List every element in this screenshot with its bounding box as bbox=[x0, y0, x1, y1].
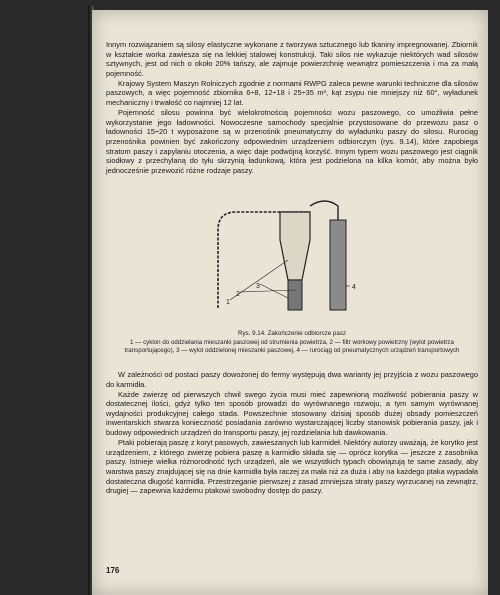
paragraph: Pojemność silosu powinna być wielokrotnością pojemności wozu paszowego, co umożliwia pełne wykorzystanie jego ładowności. Nowoczesne samochody specjalnie przystosowane do przewozu pasz o ładowności 15÷20 t wyposażone są w przenośnik pneumatyczny do wyładunku paszy do silosu. Rurociąg przenośnika powinien być zakończony odpowiednim urządzeniem odbiorczym (rys. 9.14), które zapobiega stratom paszy i zapylaniu otoczenia, a więc daje podwójną korzyść. Innym typem wozu paszowego jest ciągnik siodłowy z przechylaną do tyłu skrzynią ładunkową, która jest podzielona na kilka komór, aby można było jednocześnie przewozić różne rodzaje paszy. bbox=[106, 108, 478, 175]
page-number: 176 bbox=[106, 566, 120, 575]
body-text-bottom bbox=[106, 370, 478, 496]
caption-text: 1 — cyklon do oddzielania mieszanki paszowej od strumienia powietrza, 2 — filtr workowy powietrzny (wylot powietrza transportującego), 3 — wylot oddzielonej mieszanki paszowej, 4 — rurociąg od pneumatycznych urządzeń transportowych bbox=[124, 339, 460, 355]
figure-label-1: 1 bbox=[226, 299, 230, 306]
outlet-feed-shape bbox=[288, 280, 302, 310]
figure-label-2: 2 bbox=[236, 291, 240, 298]
caption-title: Rys. 9.14. Zakończenie odbiorcze pasz bbox=[238, 330, 346, 337]
figure-label-3: 3 bbox=[256, 283, 260, 290]
paragraph: Innym rozwiązaniem są silosy elastyczne wykonane z tworzywa sztucznego lub tkaniny impregnowanej. Zbiornik w kształcie worka zawiesza się na lekkiej stalowej konstrukcji. Taki silos nie wykazuje niektórych wad silosów sztywnych, jest od nich o około 20% tańszy, ale zajmuje powierzchnię wewnątrz pomieszczenia i ma za małą pojemność. bbox=[106, 40, 478, 78]
filter-arc bbox=[310, 201, 338, 220]
figure-label-4: 4 bbox=[352, 284, 356, 291]
paragraph: Ptaki pobierają paszę z koryt pasowych, zawieszanych lub karmideł. Niektóry autorzy uważają, że korytko jest urządzeniem, z którego zwierzę pobiera paszę a karmidło składa się — oprócz korytka — jeszcze z zasobnika paszy. Istnieje wielka różnorodność tych urządzeń, ale we wszystkich typach obowiązują te same zasady, aby warstwa paszy znajdującej się na dnie karmidła była raczej za mała niż za duża i aby na każdego ptaka wypadała dostateczna długość karmidła. Przestrzeganie pierwszej z zasad zmniejsza straty paszy wyrzucanej na zewnątrz, drugiej — zapewnia każdemu ptakowi swobodny dostęp do paszy. bbox=[106, 438, 478, 496]
figure-receiving-device bbox=[200, 190, 370, 320]
filter-bag-shape bbox=[330, 220, 346, 310]
paragraph: Każde zwierzę od pierwszych chwil swego życia musi mieć zapewnioną możliwość pobierania paszy w dostatecznej ilości, gdyż tylko ten sposób prowadzi do wyrównanego rozwoju, a tym samym wyrównanej wydajności produkcyjnej całego stada. Powszechnie stosowany dzisiaj sposób dużej obsady pomieszczeń inwentarskich stwarza konieczność posiadania zarówno wystarczającej liczby stanowisk pobierania paszy, jak i budowy odpowiednich urządzeń do transportu paszy, jej rozdzielania lub dawkowania. bbox=[106, 389, 478, 438]
receiving-device-drawing bbox=[200, 190, 370, 320]
body-text-top bbox=[106, 40, 478, 176]
cyclone-shape bbox=[280, 212, 310, 280]
paragraph: W zależności od postaci paszy dowożonej do fermy występują dwa warianty jej przyjścia z wozu paszowego do karmidła. bbox=[106, 370, 478, 389]
figure-caption bbox=[106, 330, 478, 356]
paragraph: Krajowy System Maszyn Rolniczych zgodnie z normami RWPG zaleca pewne warunki techniczne dla silosów paszowych, a więc pojemność zbiornika 6÷8, 12÷18 i 25÷35 m³, kąt zsypu nie mniejszy niż 60°, wyładunek mechaniczny i trwałość co najmniej 12 lat. bbox=[106, 78, 478, 108]
